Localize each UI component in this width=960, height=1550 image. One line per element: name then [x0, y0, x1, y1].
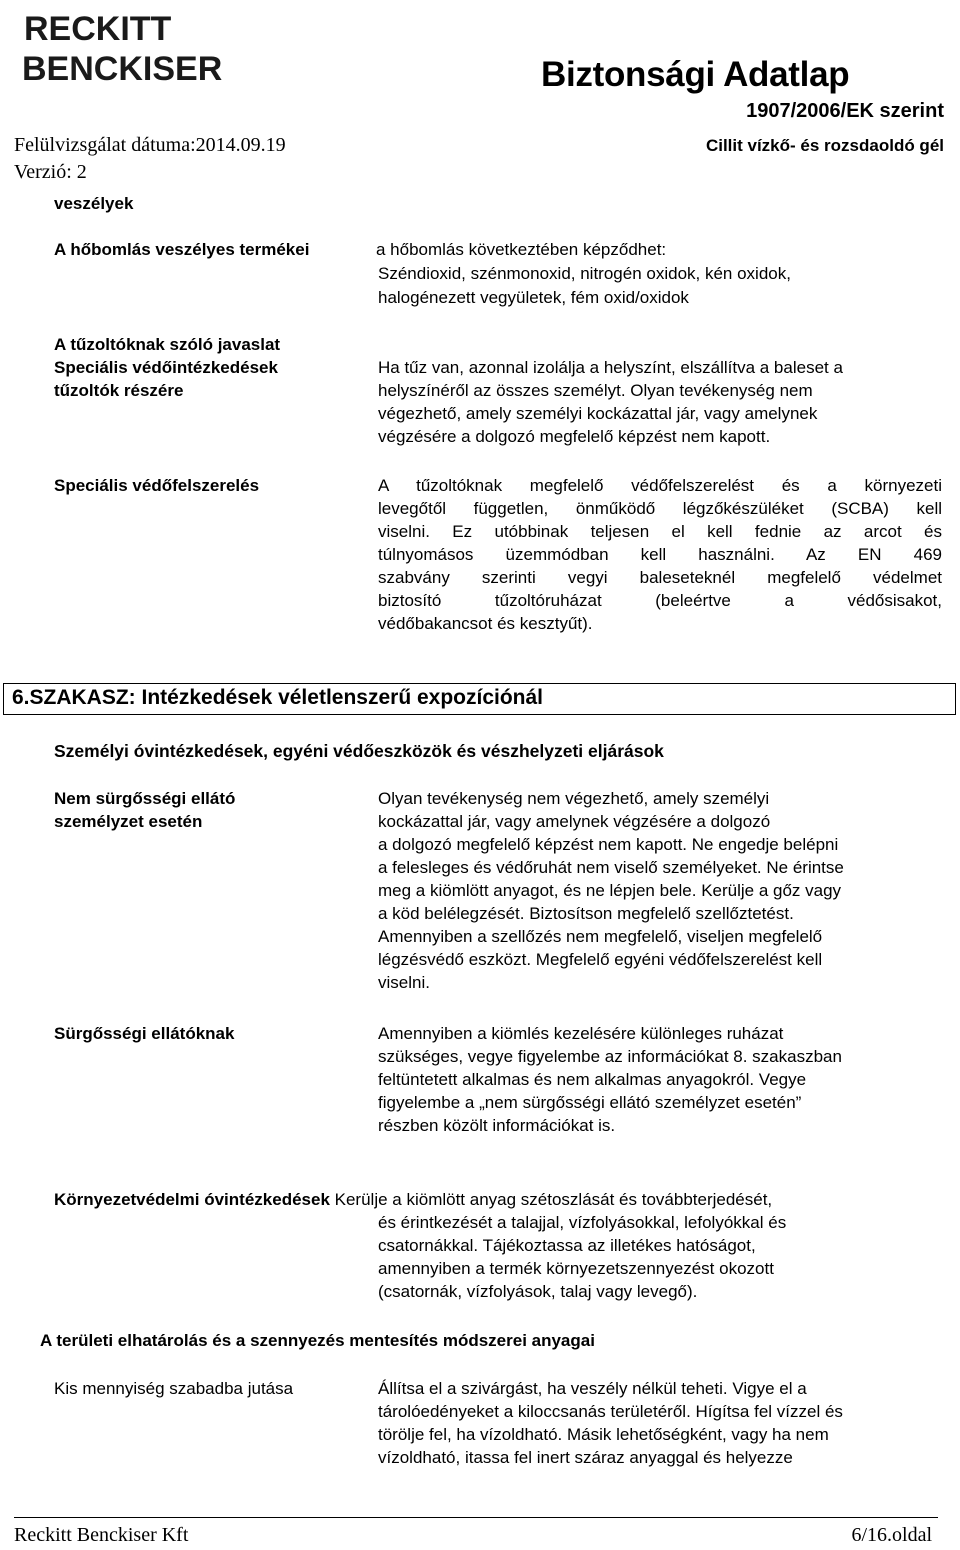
text-line: Olyan tevékenység nem végezhető, amely személyi [378, 789, 770, 808]
personal-precautions-heading: Személyi óvintézkedések, egyéni védőeszközök és vészhelyzeti eljárások [54, 741, 664, 761]
environmental-precautions-text [378, 1211, 938, 1303]
text-line: a felesleges és védőruhát nem viselő személyeket. Ne érintse [378, 858, 844, 877]
text-line: végezhető, amely személyi kockázattal jár, vagy amelynek [378, 404, 818, 423]
regulation-label: 1907/2006/EK szerint [746, 100, 944, 122]
emergency-responders-label: Sürgősségi ellátóknak [54, 1024, 235, 1043]
non-emergency-text [378, 787, 938, 994]
text-line: szükséges, vegye figyelembe az információkat 8. szakaszban [378, 1047, 842, 1066]
product-name: Cillit vízkő- és rozsdaoldó gél [705, 136, 944, 155]
text-line: Amennyiben a kiömlés kezelésére különleges ruházat [378, 1024, 784, 1043]
decomposition-label: A hőbomlás veszélyes termékei [54, 240, 310, 259]
environmental-precautions-row [54, 1188, 772, 1211]
text-line: a köd belélegzését. Biztosítson megfelelő szellőztetést. [378, 904, 794, 923]
text-line: és érintkezését a talajjal, vízfolyásokkal, lefolyókkal és [378, 1213, 787, 1232]
logo-line2: BENCKISER [22, 50, 223, 86]
hazards-continuation: veszélyek [54, 194, 134, 213]
footer-page-number: 6/16.oldal [851, 1524, 932, 1546]
text-line: részben közölt információkat is. [378, 1116, 616, 1135]
text-line: A tűzoltóknak megfelelő védőfelszerelést és a környezeti [378, 476, 942, 495]
text-line: a dolgozó megfelelő képzést nem kapott. Ne engedje belépni [378, 835, 839, 854]
logo-line1: RECKITT [24, 10, 172, 48]
footer-company: Reckitt Benckiser Kft [14, 1524, 189, 1546]
protective-equipment-label: Speciális védőfelszerelés [54, 476, 260, 495]
environmental-precautions-first-line: Kerülje a kiömlött anyag szétoszlását és továbbterjedését, [334, 1190, 773, 1209]
text-line: túlnyomásos üzemmódban kell használni. Az EN 469 [378, 545, 942, 564]
emergency-responders-text [378, 1022, 938, 1137]
text-line: törölje fel, ha vízoldható. Másik lehetőségként, vagy ha nem [378, 1425, 829, 1444]
text-line: csatornákkal. Tájékoztassa az illetékes hatóságot, [378, 1236, 756, 1255]
company-logo [22, 8, 247, 86]
text-line: légzésvédő eszközt. Megfelelő egyéni védőfelszerelést kell [378, 950, 823, 969]
non-emergency-label: Nem sürgősségi ellátó [54, 789, 236, 808]
special-measures-label: Speciális védőintézkedések [54, 358, 278, 377]
protective-equipment-text [378, 474, 942, 635]
footer-divider [14, 1517, 938, 1518]
firefighter-precautions [378, 356, 934, 448]
text-line: meg a kiömlött anyagot, és ne lépjen bele. Kerülje a gőz vagy [378, 881, 842, 900]
document-title: Biztonsági Adatlap [541, 55, 850, 94]
text-line: levegőtől független, önműködő légzőkészüléket (SCBA) kell [378, 499, 942, 518]
text-line: kockázattal jár, vagy amelynek végzésére a dolgozó [378, 812, 771, 831]
version-label: Verzió: 2 [14, 161, 87, 183]
text-line: viselni. Ez utóbbinak teljesen el kell fednie az arcot és [378, 522, 942, 541]
text-line: figyelembe a „nem sürgősségi ellátó személyzet esetén” [378, 1093, 802, 1112]
special-measures-label-2: tűzoltók részére [54, 381, 184, 400]
text-line: biztosító tűzoltóruházat (beleértve a védősisakot, [378, 591, 942, 610]
small-spill-text [378, 1377, 938, 1469]
text-line: végzésére a dolgozó megfelelő képzést nem kapott. [378, 427, 771, 446]
text-line: feltüntetett alkalmas és nem alkalmas anyagokról. Vegye [378, 1070, 807, 1089]
text-line: helyszínéről az összes személyt. Olyan tevékenység nem [378, 381, 813, 400]
section-6-title: 6.SZAKASZ: Intézkedések véletlenszerű expozíciónál [12, 686, 544, 709]
environmental-precautions-label: Környezetvédelmi óvintézkedések [54, 1190, 330, 1209]
decomposition-line3: halogénezett vegyületek, fém oxid/oxidok [378, 288, 689, 307]
text-line: amennyiben a termék környezetszennyezést okozott [378, 1259, 774, 1278]
text-line: viselni. [378, 973, 430, 992]
text-line: vízoldható, itassa fel inert száraz anyaggal és helyezze [378, 1448, 793, 1467]
text-line: Állítsa el a szivárgást, ha veszély nélkül teheti. Vigye el a [378, 1379, 807, 1398]
text-line: védőbakancsot és kesztyűt). [378, 614, 593, 633]
small-spill-label: Kis mennyiség szabadba jutása [54, 1379, 294, 1398]
decomposition-line1: a hőbomlás következtében képződhet: [376, 240, 667, 259]
firefighter-advice-heading: A tűzoltóknak szóló javaslat [54, 335, 281, 354]
containment-heading: A területi elhatárolás és a szennyezés mentesítés módszerei anyagai [40, 1331, 595, 1350]
text-line: Amennyiben a szellőzés nem megfelelő, viseljen megfelelő [378, 927, 823, 946]
revision-date: Felülvizsgálat dátuma:2014.09.19 [14, 134, 286, 156]
text-line: (csatornák, vízfolyások, talaj vagy levegő). [378, 1282, 698, 1301]
non-emergency-label-2: személyzet esetén [54, 812, 203, 831]
text-line: Ha tűz van, azonnal izolálja a helyszínt, elszállítva a baleset a [378, 358, 843, 377]
text-line: tárolóedényeket a kiloccsanás területéről. Hígítsa fel vízzel és [378, 1402, 843, 1421]
decomposition-line2: Széndioxid, szénmonoxid, nitrogén oxidok, kén oxidok, [378, 264, 791, 283]
text-line: szabvány szerinti vegyi baleseteknél megfelelő védelmet [378, 568, 942, 587]
